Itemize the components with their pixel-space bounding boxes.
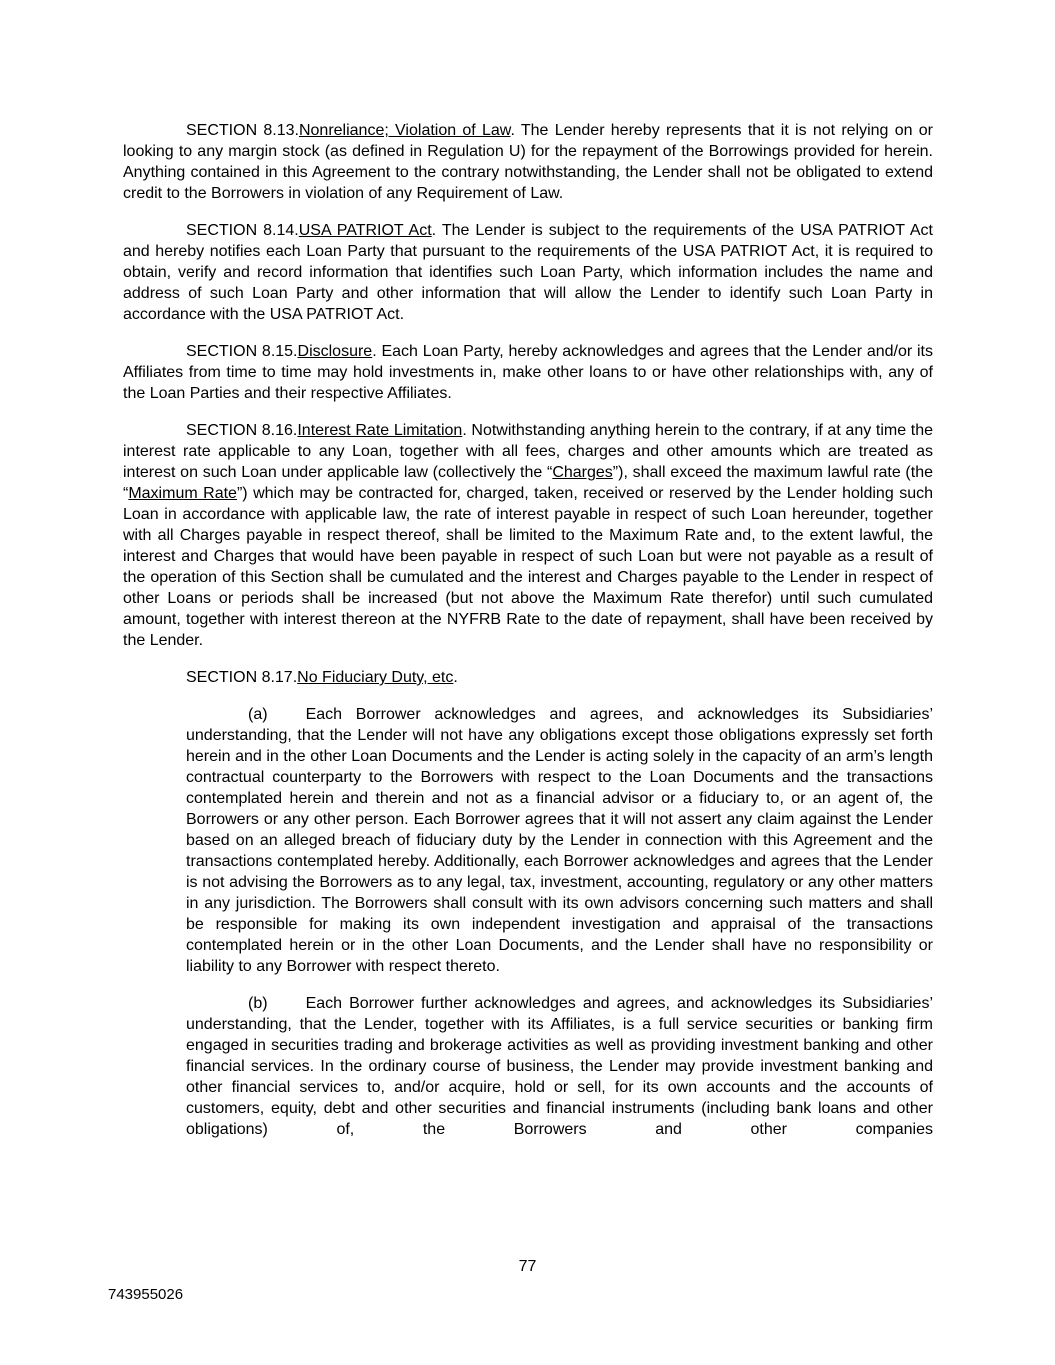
text-run: SECTION 8.14. <box>186 222 299 239</box>
text-run: . Notwithstanding anything herein to the contrary, if at any time the interest rate applicable to any Loan, together with all fees, charges and other amounts which are treated as interest on such Loan under applicable law (collectively the “ <box>123 422 934 481</box>
text-run: SECTION 8.17. <box>186 669 298 686</box>
paragraph <box>123 667 933 688</box>
paragraph <box>123 220 933 325</box>
text-run: SECTION 8.15. <box>186 343 298 360</box>
text-run: . The Lender hereby represents that it is not relying on or looking to any margin stock (as defined in Regulation U) for the repayment of the Borrowings provided for herein. Anything contained in this Agreement to the contrary notwithstanding, the Lender shall not be obligated to extend credit to the Borrowers in violation of any Requirement of Law. <box>123 122 933 202</box>
underlined-text: Charges <box>552 464 613 481</box>
underlined-text: USA PATRIOT Act <box>298 222 432 239</box>
text-run: ”) which may be contracted for, charged, taken, received or reserved by the Lender holding such Loan in accordance with applicable law, the rate of interest payable in respect of such Loan hereunder, together with all Charges payable in respect thereof, shall be limited to the Maximum Rate and, to the extent lawful, the interest and Charges that would have been payable in respect of such Loan but were not payable as a result of the operation of this Section shall be cumulated and the interest and Charges payable to the Lender in respect of other Loans or periods shall be increased (but not above the Maximum Rate therefor) until such cumulated amount, together with interest thereon at the NYFRB Rate to the date of repayment, shall have been received by the Lender. <box>123 485 934 649</box>
page-number: 77 <box>518 1258 537 1275</box>
paragraph <box>123 420 933 651</box>
document-body <box>123 120 933 1156</box>
underlined-text: Maximum Rate <box>128 485 237 502</box>
text-run: ”), shall exceed the maximum lawful rate (the “ <box>123 464 934 502</box>
underlined-text: Nonreliance; Violation of Law <box>298 122 511 139</box>
underlined-text: No Fiduciary Duty, etc <box>297 669 454 686</box>
text-run: . <box>453 669 458 686</box>
text-run: . Each Loan Party, hereby acknowledges and agrees that the Lender and/or its Affiliates from time to time may hold investments in, make other loans to or have other relationships with, any of the Loan Parties and their respective Affiliates. <box>123 343 933 402</box>
text-run: (a) <box>248 706 268 723</box>
underlined-text: Interest Rate Limitation <box>297 422 463 439</box>
paragraph <box>186 993 933 1140</box>
document-id: 743955026 <box>108 1286 184 1303</box>
underlined-text: Disclosure <box>297 343 373 360</box>
text-run: . The Lender is subject to the requirements of the USA PATRIOT Act and hereby notifies each Loan Party that pursuant to the requirements of the USA PATRIOT Act, it is required to obtain, verify and record information that identifies such Loan Party, which information includes the name and address of such Loan Party and other information that will allow the Lender to identify such Loan Party in accordance with the USA PATRIOT Act. <box>123 222 934 323</box>
paragraph <box>123 341 933 404</box>
text-run: Each Borrower further acknowledges and agrees, and acknowledges its Subsidiaries’ understanding, that the Lender, together with its Affiliates, is a full service securities or banking firm engaged in securities trading and brokerage activities as well as providing investment banking and other financial services. In the ordinary course of business, the Lender may provide investment banking and other financial services to, and/or acquire, hold or sell, for its own accounts and the accounts of customers, equity, debt and other securities and financial instruments (including bank loans and other obligations) of, the Borrowers and other companies <box>186 995 933 1138</box>
text-run: (b) <box>248 995 268 1012</box>
text-run: SECTION 8.13. <box>186 122 299 139</box>
paragraph <box>186 704 933 977</box>
text-run: SECTION 8.16. <box>186 422 298 439</box>
text-run: Each Borrower acknowledges and agrees, and acknowledges its Subsidiaries’ understanding, that the Lender will not have any obligations except those obligations expressly set forth herein and in the other Loan Documents and the Lender is acting solely in the capacity of an arm’s length contractual counterparty to the Borrowers with respect to the Loan Documents and the transactions contemplated herein and therein and not as a financial advisor or a fiduciary to, or an agent of, the Borrowers or any other person. Each Borrower agrees that it will not assert any claim against the Lender based on an alleged breach of fiduciary duty by the Lender in connection with this Agreement and the transactions contemplated hereby. Additionally, each Borrower acknowledges and agrees that the Lender is not advising the Borrowers as to any legal, tax, investment, accounting, regulatory or any other matters in any jurisdiction. The Borrowers shall consult with its own advisors concerning such matters and shall be responsible for making its own independent investigation and appraisal of the transactions contemplated herein or in the other Loan Documents, and the Lender shall have no responsibility or liability to any Borrower with respect thereto. <box>186 706 933 975</box>
paragraph <box>123 120 933 204</box>
